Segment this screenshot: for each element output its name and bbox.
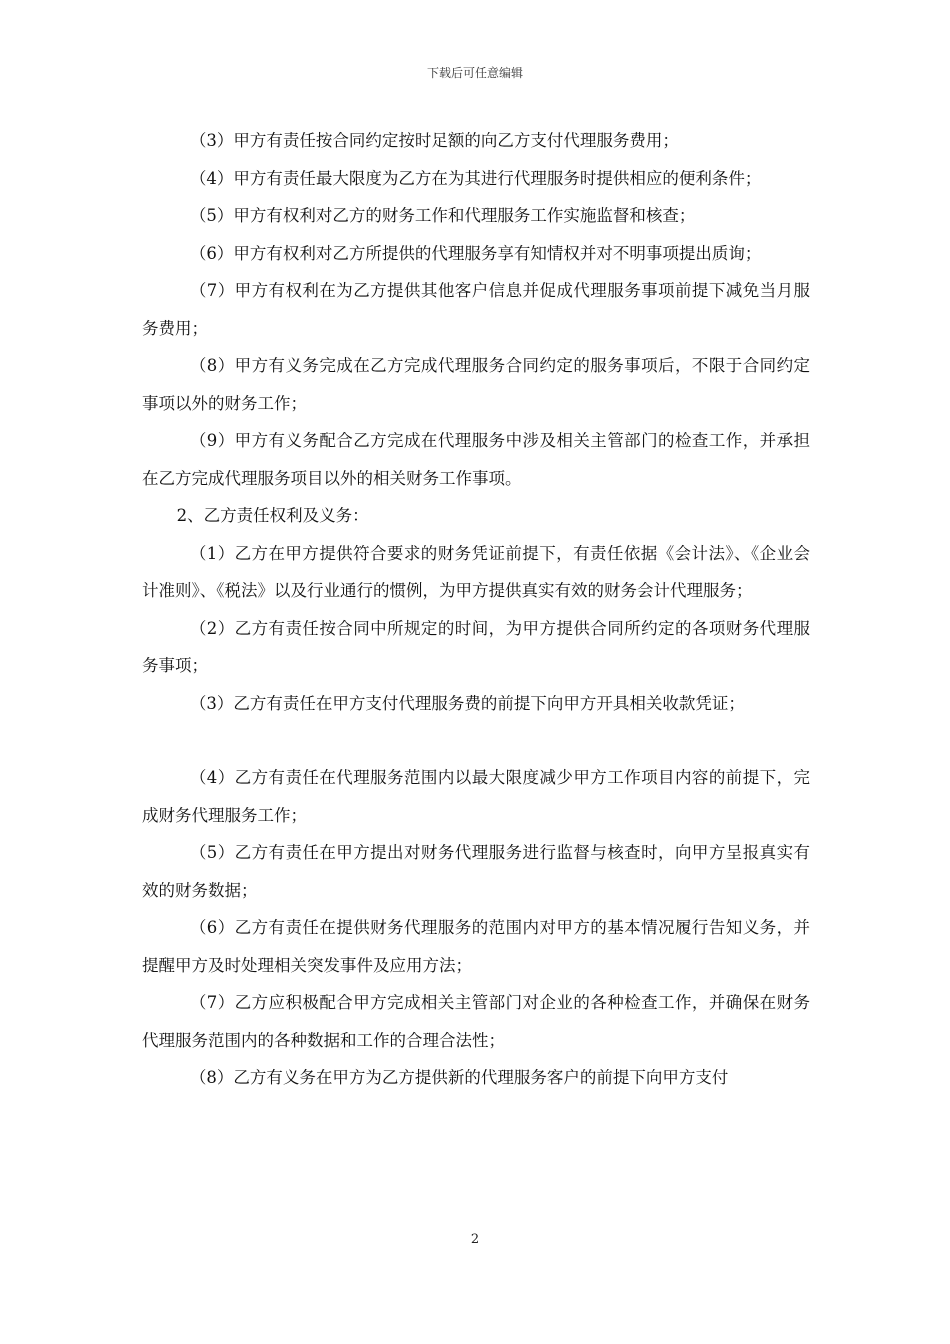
paragraph-b2: （2）乙方有责任按合同中所规定的时间，为甲方提供合同所约定的各项财务代理服务事项； — [142, 618, 810, 675]
paragraph-a3: （3）甲方有责任按合同约定按时足额的向乙方支付代理服务费用； — [189, 131, 679, 150]
blank-line — [142, 722, 810, 759]
page-number: 2 — [470, 1232, 480, 1247]
paragraph-b8: （8）乙方有义务在甲方为乙方提供新的代理服务客户的前提下向甲方支付 — [189, 1068, 729, 1087]
paragraph-a7: （7）甲方有权利在为乙方提供其他客户信息并促成代理服务事项前提下减免当月服务费用； — [142, 281, 810, 338]
section-heading-2: 2、乙方责任权利及义务： — [176, 506, 369, 525]
paragraph-b1: （1）乙方在甲方提供符合要求的财务凭证前提下，有责任依据《会计法》、《企业会计准则》、《税法》以及行业通行的惯例，为甲方提供真实有效的财务会计代理服务； — [142, 543, 810, 600]
paragraph-a6: （6）甲方有权利对乙方所提供的代理服务享有知情权并对不明事项提出质询； — [189, 243, 762, 263]
paragraph-a9: （9）甲方有义务配合乙方完成在代理服务中涉及相关主管部门的检查工作，并承担在乙方完成代理服务项目以外的相关财务工作事项。 — [142, 431, 810, 488]
paragraph-a5: （5）甲方有权利对乙方的财务工作和代理服务工作实施监督和核查； — [189, 206, 696, 225]
document-body — [142, 122, 810, 1097]
paragraph-a4: （4）甲方有责任最大限度为乙方在为其进行代理服务时提供相应的便利条件； — [189, 168, 762, 188]
paragraph-b7: （7）乙方应积极配合甲方完成相关主管部门对企业的各种检查工作，并确保在财务代理服务范围内的各种数据和工作的合理合法性； — [142, 993, 810, 1050]
paragraph-b4: （4）乙方有责任在代理服务范围内以最大限度减少甲方工作项目内容的前提下，完成财务代理服务工作； — [142, 768, 810, 825]
page-header: 下载后可任意编辑 — [426, 66, 523, 80]
paragraph-a8: （8）甲方有义务完成在乙方完成代理服务合同约定的服务事项后，不限于合同约定事项以外的财务工作； — [142, 356, 810, 413]
paragraph-b5: （5）乙方有责任在甲方提出对财务代理服务进行监督与核查时，向甲方呈报真实有效的财务数据； — [142, 843, 810, 900]
paragraph-b6: （6）乙方有责任在提供财务代理服务的范围内对甲方的基本情况履行告知义务，并提醒甲方及时处理相关突发事件及应用方法； — [142, 918, 810, 975]
paragraph-b3: （3）乙方有责任在甲方支付代理服务费的前提下向甲方开具相关收款凭证； — [189, 693, 745, 713]
